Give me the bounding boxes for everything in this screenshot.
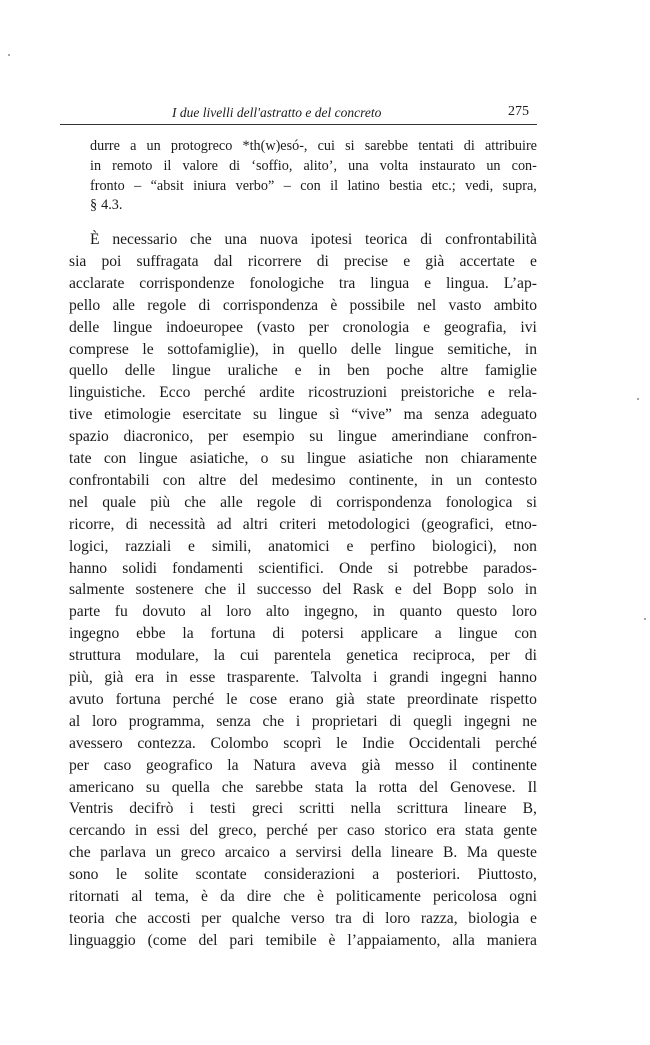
paragraph-line: per caso geografico la Natura aveva già messo il continente bbox=[69, 756, 537, 774]
footnote-line: fronto – “absit iniura verbo” – con il latino bestia etc.; vedi, supra, bbox=[90, 177, 537, 194]
scan-speck bbox=[644, 618, 646, 620]
paragraph-line: tate con lingue asiatiche, o su lingue asiatiche non chiaramente bbox=[69, 450, 537, 467]
paragraph-line: americano su quella che sarebbe stata la rotta del Genovese. Il bbox=[69, 778, 537, 796]
scan-speck bbox=[8, 54, 10, 56]
paragraph-line: quello delle lingue uraliche e in ben poche altre famiglie bbox=[69, 362, 537, 380]
paragraph-line: spazio diacronico, per esempio su lingue amerindiane confron- bbox=[69, 428, 537, 446]
paragraph-line: sia poi suffragata dal ricorrere di precise e già accertate e bbox=[69, 252, 537, 270]
paragraph-line: acclarate corrispondenze fonologiche tra lingua e lingua. L’ap- bbox=[69, 274, 537, 292]
paragraph-line: È necessario che una nuova ipotesi teorica di confrontabilità bbox=[90, 231, 537, 248]
paragraph-line: ricorre, di necessità ad altri criteri metodologici (geografici, etno- bbox=[69, 515, 537, 533]
paragraph-line: salmente sostenere che il successo del Rask e del Bopp solo in bbox=[69, 581, 537, 599]
paragraph-line: delle lingue indoeuropee (vasto per cronologia e geografia, ivi bbox=[69, 318, 537, 336]
paragraph-line: tive etimologie esercitate su lingue sì “vive” ma senza adeguato bbox=[69, 406, 537, 424]
paragraph-line: linguistiche. Ecco perché ardite ricostruzioni preistoriche e rela- bbox=[69, 384, 537, 402]
scan-speck bbox=[637, 398, 639, 400]
paragraph-line: pello alle regole di corrispondenza è possibile nel vasto ambito bbox=[69, 296, 537, 314]
paragraph-line: hanno solidi fondamenti scientifici. Onde si potrebbe parados- bbox=[69, 559, 537, 577]
paragraph-line: ritornati al tema, è da dire che è politicamente pericolosa ogni bbox=[69, 888, 537, 905]
paragraph-line: Ventris decifrò i testi greci scritti nella scrittura lineare B, bbox=[69, 800, 537, 818]
running-title: I due livelli dell'astratto e del concreto bbox=[172, 105, 382, 120]
paragraph-line: logici, razziali e simili, anatomici e perfino biologici), non bbox=[69, 537, 537, 555]
page-number: 275 bbox=[508, 104, 529, 119]
paragraph-line: al loro programma, senza che i proprietari di quegli ingegni ne bbox=[69, 712, 537, 730]
paragraph-line: teoria che accosti per qualche verso tra di loro razza, biologia e bbox=[69, 909, 537, 927]
paragraph-line: più, già era in esse trasparente. Talvolta i grandi ingegni hanno bbox=[69, 669, 537, 686]
paragraph-line: comprese le sottofamiglie), in quello delle lingue semitiche, in bbox=[69, 340, 537, 358]
paragraph-line: sono le solite scontate considerazioni a posteriori. Piuttosto, bbox=[69, 866, 537, 884]
paragraph-line: linguaggio (come del pari temibile è l’appaiamento, alla maniera bbox=[69, 931, 537, 949]
paragraph-line: avessero contezza. Colombo scoprì le Indie Occidentali perché bbox=[69, 734, 537, 752]
paragraph-line: cercando in essi del greco, perché per caso storico era stata gente bbox=[69, 822, 537, 840]
paragraph-line: confrontabili con altre del medesimo continente, in un contesto bbox=[69, 471, 537, 489]
footnote-line: durre a un protogreco *th(w)esó-, cui si sarebbe tentati di attribuire bbox=[90, 138, 537, 154]
footnote-line: § 4.3. bbox=[90, 197, 123, 214]
running-header bbox=[60, 104, 537, 125]
footnote-line: in remoto il valore di ‘soffio, alito’, una volta instaurato un con- bbox=[90, 157, 537, 174]
paragraph-line: ingegno ebbe la fortuna di potersi applicare a lingue con bbox=[69, 625, 537, 643]
paragraph-line: struttura modulare, la cui parentela genetica reciproca, per di bbox=[69, 647, 537, 665]
paragraph-line: avuto fortuna perché le cose erano già state preordinate rispetto bbox=[69, 690, 537, 708]
paragraph-line: parte fu dovuto al loro alto ingegno, in quanto questo loro bbox=[69, 603, 537, 621]
paragraph-line: che parlava un greco arcaico a servirsi della lineare B. Ma queste bbox=[69, 844, 537, 862]
paragraph-line: nel quale più che alle regole di corrispondenza fonologica si bbox=[69, 493, 537, 511]
